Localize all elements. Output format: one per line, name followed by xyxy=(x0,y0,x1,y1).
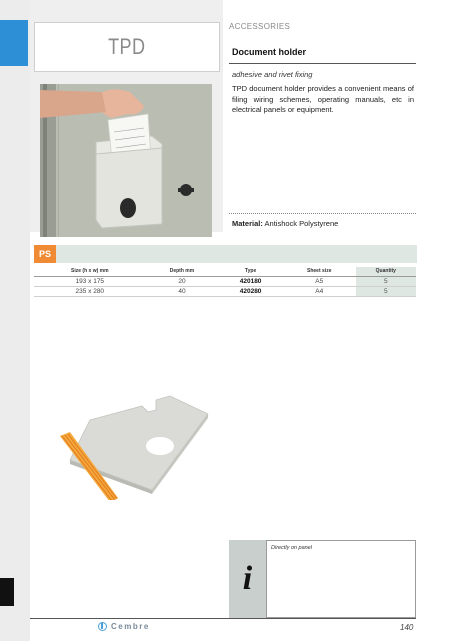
product-description: TPD document holder provides a convenient means of filing wiring schemes, operating manuals, etc in electrical panels or equipment. xyxy=(232,84,414,114)
material-label: Material: xyxy=(232,219,263,228)
material-divider xyxy=(229,213,416,214)
material-line xyxy=(232,219,338,228)
cell-type: 420280 xyxy=(218,286,283,296)
product-photo xyxy=(40,84,212,237)
cell-size: 235 x 280 xyxy=(34,286,146,296)
table-row xyxy=(34,286,416,296)
cell-depth: 20 xyxy=(146,276,219,286)
cell-type: 420180 xyxy=(218,276,283,286)
table-row xyxy=(34,276,416,286)
brand-logo xyxy=(98,622,150,631)
section-label: ACCESSORIES xyxy=(229,22,291,31)
info-box xyxy=(266,540,416,618)
col-quantity: Quantity xyxy=(356,267,416,276)
material-badge: PS xyxy=(34,245,56,263)
cell-quantity: 5 xyxy=(356,286,416,296)
cell-sheet: A5 xyxy=(283,276,356,286)
cell-quantity: 5 xyxy=(356,276,416,286)
title-divider xyxy=(229,63,416,64)
col-type: Type xyxy=(218,267,283,276)
cembre-logo-icon xyxy=(98,622,107,631)
table-header-row xyxy=(34,267,416,276)
info-icon: i xyxy=(242,560,253,597)
col-depth: Depth mm xyxy=(146,267,219,276)
brand-name: Cembre xyxy=(111,622,150,631)
section-color-tab xyxy=(0,20,28,66)
footer-divider xyxy=(30,618,416,619)
left-margin-strip xyxy=(0,0,30,641)
info-panel xyxy=(229,540,266,618)
material-value: Antishock Polystyrene xyxy=(264,219,339,228)
cell-sheet: A4 xyxy=(283,286,356,296)
col-size: Size (h x w) mm xyxy=(34,267,146,276)
thumb-index-tab xyxy=(0,578,14,606)
product-name: Document holder xyxy=(232,47,307,57)
page-number: 140 xyxy=(400,623,414,632)
product-subtitle: adhesive and rivet fixing xyxy=(232,70,313,79)
model-title-box xyxy=(34,22,220,72)
model-code: TPD xyxy=(108,34,146,59)
cell-size: 193 x 175 xyxy=(34,276,146,286)
col-sheet: Sheet size xyxy=(283,267,356,276)
table-header-bar xyxy=(56,245,417,263)
spec-table xyxy=(34,267,416,297)
info-text: Directly on panel xyxy=(271,545,312,551)
product-diagram xyxy=(60,380,240,500)
cell-depth: 40 xyxy=(146,286,219,296)
